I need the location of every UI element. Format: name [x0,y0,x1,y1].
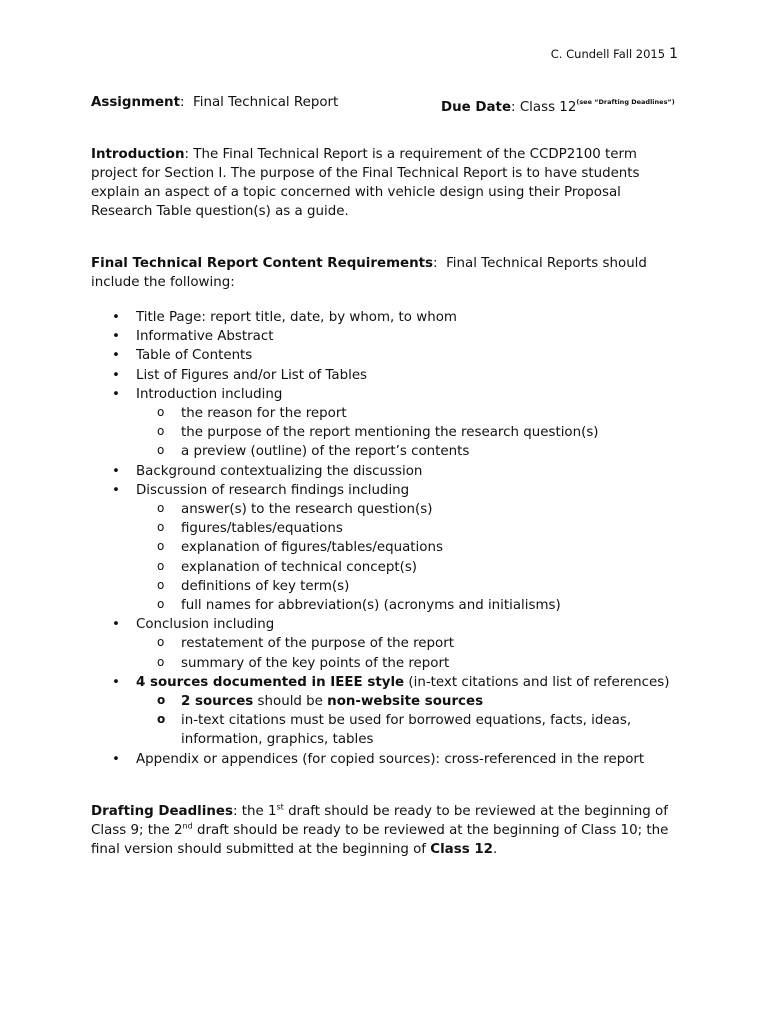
page-number: 1 [669,46,678,62]
introduction-label: Introduction [91,147,185,162]
sub-list-item: o answer(s) to the research question(s) [136,500,671,519]
final-class: Class 12 [430,842,493,857]
list-item: • List of Figures and/or List of Tables [91,366,671,385]
due-value: Class 12 [519,100,577,115]
list-item: • Discussion of research findings including o answer(s) to the research question(s) o figures/tables/equations o explanation of figures/tables/equations o explanation of technical concept(s) o definitions of key term(s) o full names for abbreviation(s) (acronyms and initialisms) [91,481,671,615]
list-item: • Appendix or appendices (for copied sources): cross-referenced in the report [91,750,671,769]
due-note: (see “Drafting Deadlines”) [576,98,675,106]
introduction-paragraph: Introduction: The Final Technical Report is a requirement of the CCDP2100 term project for Section I. The purpose of the Final Technical Report is to have students explain an aspect of a topic concerned with vehicle design using their Proposal Research Table question(s) as a guide. [91,147,640,219]
content-requirements-text: Final Technical Reports should include the following: [91,256,647,290]
page-header [551,46,678,62]
sub-list-item: o 2 sources should be non-website sources [136,692,671,711]
content-requirements-paragraph: Final Technical Report Content Requirements: Final Technical Reports should include the following: [91,256,647,290]
sub-list-item: o figures/tables/equations [136,519,671,538]
sub-list [136,404,671,462]
sub-list-item: o explanation of figures/tables/equations [136,538,671,557]
sub-list-item: o explanation of technical concept(s) [136,558,671,577]
sub-list-item: o a preview (outline) of the report’s contents [136,442,671,461]
sub-list-item: o summary of the key points of the report [136,654,671,673]
sub-list-item: o definitions of key term(s) [136,577,671,596]
sub-list [136,634,671,672]
sub-list-item: o full names for abbreviation(s) (acronyms and initialisms) [136,596,671,615]
list-item: • Table of Contents [91,346,671,365]
assignment-label: Assignment: [91,95,185,110]
sub-list-item: o the purpose of the report mentioning the research question(s) [136,423,671,442]
sub-list [136,500,671,615]
sub-list-item: o restatement of the purpose of the report [136,634,671,653]
list-item: • Background contextualizing the discussion [91,462,671,481]
list-item: • Informative Abstract [91,327,671,346]
requirements-list [91,308,671,769]
drafting-label: Drafting Deadlines [91,804,233,819]
sub-list-item: o the reason for the report [136,404,671,423]
introduction-text: The Final Technical Report is a requirement of the CCDP2100 term project for Section I. The purpose of the Final Technical Report is to have students explain an aspect of a topic concerned with vehicle design using their Proposal Research Table question(s) as a guide. [91,147,640,219]
list-item: • Introduction including o the reason for the report o the purpose of the report mentioning the research question(s) o a preview (outline) of the report’s contents [91,385,671,462]
list-item: • 4 sources documented in IEEE style (in-text citations and list of references) o 2 sources should be non-website sources o in-text citations must be used for borrowed equations, facts, ideas, information, graphics, tables [91,673,671,750]
author-term: C. Cundell Fall 2015 [550,47,666,61]
list-item: • Conclusion including o restatement of the purpose of the report o summary of the key points of the report [91,615,671,673]
content-requirements-label: Final Technical Report Content Requirements [91,256,434,271]
due-date: Due Date: Class 12$^{(see “Drafting Deadlines”)}$ [441,98,675,115]
assignment-row [91,93,691,115]
sub-list [136,692,671,750]
assignment-title: Final Technical Report [193,95,339,110]
due-label: Due Date [441,100,512,115]
drafting-deadlines-paragraph: Drafting Deadlines: the 1st draft should be ready to be reviewed at the beginning of Class 9; the 2nd draft should be ready to be reviewed at the beginning of Class 10; the final version should submitted at the beginning of Class 12. [91,802,669,857]
sub-list-item: o in-text citations must be used for borrowed equations, facts, ideas, information, graphics, tables [136,711,671,749]
list-item: • Title Page: report title, date, by whom, to whom [91,308,671,327]
